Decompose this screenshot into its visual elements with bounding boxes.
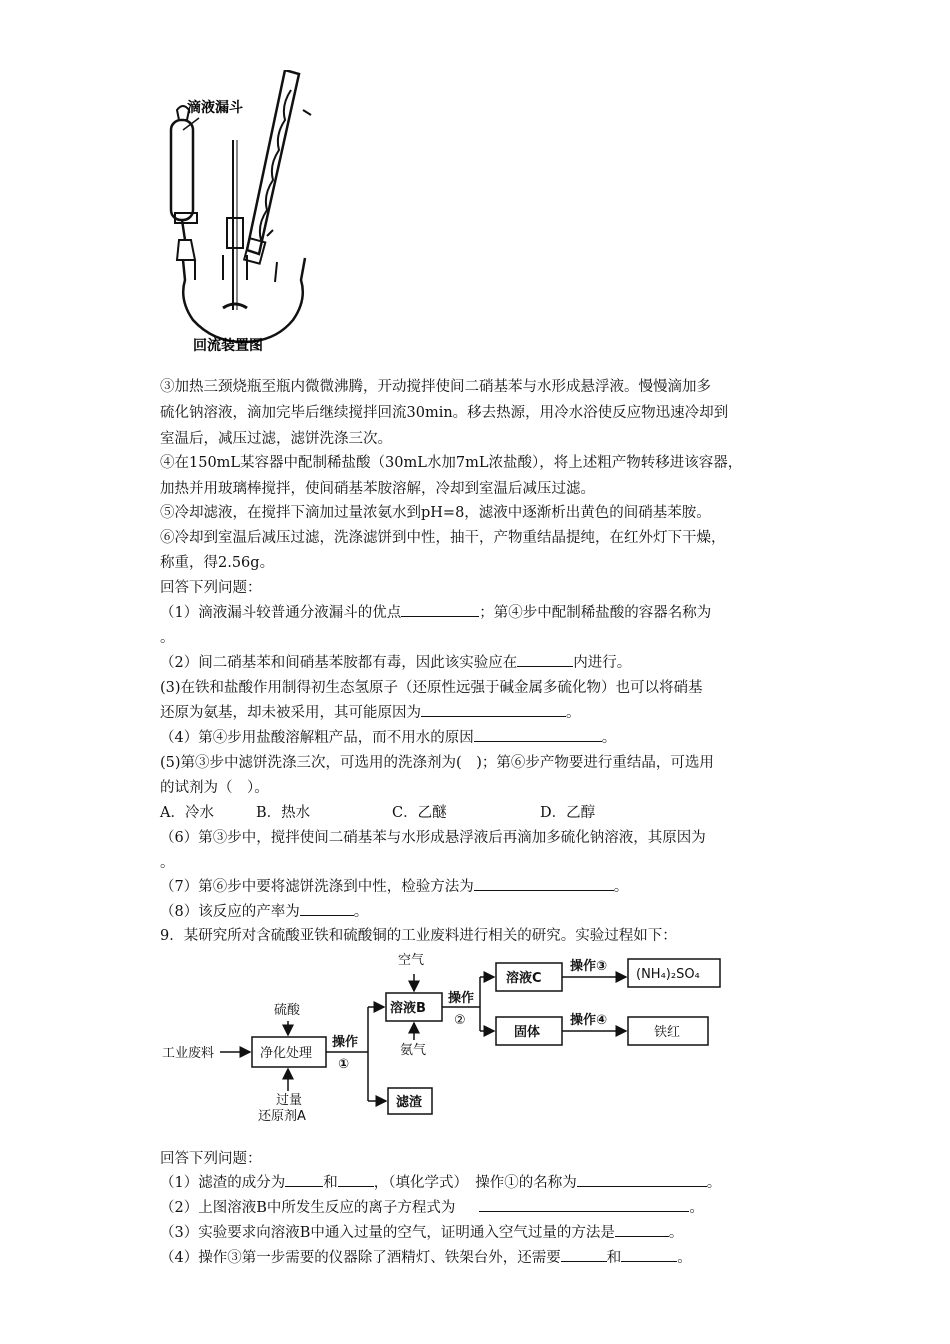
question-7: （7）第⑥步中要将滤饼洗涤到中性，检验方法为 。 [160,876,628,898]
question-6-cont: 。 [160,855,175,871]
option-b[interactable]: B．热水 [256,805,311,821]
ammonia-label: 氨气 [400,1043,427,1058]
question-1: （1）滴液漏斗较普通分液漏斗的优点 ；第④步中配制稀盐酸的容器名称为 [160,602,711,624]
operation-4-label: 操作④ [570,1013,608,1028]
answer-blank[interactable] [615,1222,669,1237]
answer-heading: 回答下列问题： [160,1151,262,1167]
apparatus-caption: 回流装置图 [193,338,263,354]
question-3-cont: 还原为氨基，却未被采用，其可能原因为 。 [160,702,581,724]
operation-1-num: ① [338,1057,350,1072]
answer-blank[interactable] [300,901,354,916]
sulfuric-acid-label: 硫酸 [274,1003,301,1018]
answer-blank[interactable] [479,1197,689,1212]
question-9-2: （2）上图溶液B中所发生反应的离子方程式为 。 [160,1197,704,1219]
answer-blank[interactable] [285,1172,323,1187]
reducer-label-2: 还原剂A [258,1109,306,1124]
purify-box: 净化处理 [260,1046,313,1061]
question-5-cont: 的试剂为（ ）。 [160,780,269,796]
procedure-line: 硫化钠溶液，滴加完毕后继续搅拌回流30min。移去热源，用冷水浴使反应物迅速冷却到 [160,405,729,421]
answer-blank[interactable] [421,702,566,717]
question-5-options [160,802,595,824]
question-8: （8）该反应的产率为 。 [160,901,368,923]
procedure-line: ⑤冷却滤液，在搅拌下滴加过量浓氨水到pH=8，滤液中逐渐析出黄色的间硝基苯胺。 [160,505,711,521]
question-6: （6）第③步中，搅拌使间二硝基苯与水形成悬浮液后再滴加多硫化钠溶液，其原因为 [160,830,706,846]
question-1-cont: 。 [160,630,175,646]
reflux-apparatus-diagram [165,70,325,355]
question-3: (3)在铁和盐酸作用制得初生态氢原子（还原性远强于碱金属多硫化物）也可以将硝基 [160,680,703,696]
question-9-intro: 9．某研究所对含硫酸亚铁和硫酸铜的工业废料进行相关的研究。实验过程如下： [160,928,677,944]
procedure-line: ⑥冷却到室温后减压过滤，洗涤滤饼到中性，抽干，产物重结晶提纯，在红外灯下干燥， [160,530,726,546]
ammonium-sulfate-box: (NH₄)₂SO₄ [636,967,700,982]
procedure-line: ③加热三颈烧瓶至瓶内微微沸腾，开动搅拌使间二硝基苯与水形成悬浮液。慢慢滴加多 [160,379,711,395]
questions-heading: 回答下列问题： [160,580,262,596]
procedure-line: 室温后，减压过滤，滤饼洗涤三次。 [160,431,392,447]
reducer-label-1: 过量 [276,1093,303,1108]
iron-red-box: 铁红 [654,1025,681,1040]
answer-blank[interactable] [338,1172,374,1187]
answer-blank[interactable] [474,876,614,891]
waste-label: 工业废料 [162,1046,215,1061]
air-label: 空气 [398,953,425,968]
operation-3-label: 操作③ [570,959,608,974]
operation-1-label: 操作 [332,1035,359,1050]
solution-c-box: 溶液C [506,971,542,986]
operation-2-label: 操作 [448,991,475,1006]
residue-box: 滤渣 [396,1095,423,1110]
option-c[interactable]: C．乙醚 [392,805,447,821]
option-a[interactable]: A．冷水 [160,805,214,821]
solid-box: 固体 [514,1025,541,1040]
question-4: （4）第④步用盐酸溶解粗产品，而不用水的原因 。 [160,727,616,749]
question-9-1: （1）滤渣的成分为 和 ，（填化学式） 操作①的名称为 。 [160,1172,721,1194]
answer-blank[interactable] [401,602,479,617]
answer-blank[interactable] [577,1172,707,1187]
answer-blank[interactable] [621,1247,677,1262]
procedure-line: ④在150mL某容器中配制稀盐酸（30mL水加7mL浓盐酸），将上述粗产物转移进该容器， [160,455,743,471]
procedure-line: 称重，得2.56g。 [160,555,275,571]
operation-2-num: ② [454,1013,466,1028]
answer-blank[interactable] [561,1247,607,1262]
answer-blank[interactable] [517,652,573,667]
question-2: （2）间二硝基苯和间硝基苯胺都有毒，因此该实验应在 内进行。 [160,652,631,674]
question-5: (5)第③步中滤饼洗涤三次，可选用的洗涤剂为( )；第⑥步产物要进行重结晶，可选用 [160,755,714,771]
funnel-label: 滴液漏斗 [187,100,243,116]
answer-blank[interactable] [474,727,602,742]
question-9-4: （4）操作③第一步需要的仪器除了酒精灯、铁架台外，还需要 和 。 [160,1247,692,1269]
question-9-3: （3）实验要求向溶液B中通入过量的空气，证明通入空气过量的方法是 。 [160,1222,683,1244]
process-flowchart [160,948,760,1143]
solution-b-box: 溶液B [390,1001,426,1016]
procedure-line: 加热并用玻璃棒搅拌，使间硝基苯胺溶解，冷却到室温后减压过滤。 [160,481,595,497]
option-d[interactable]: D．乙醇 [540,805,596,821]
